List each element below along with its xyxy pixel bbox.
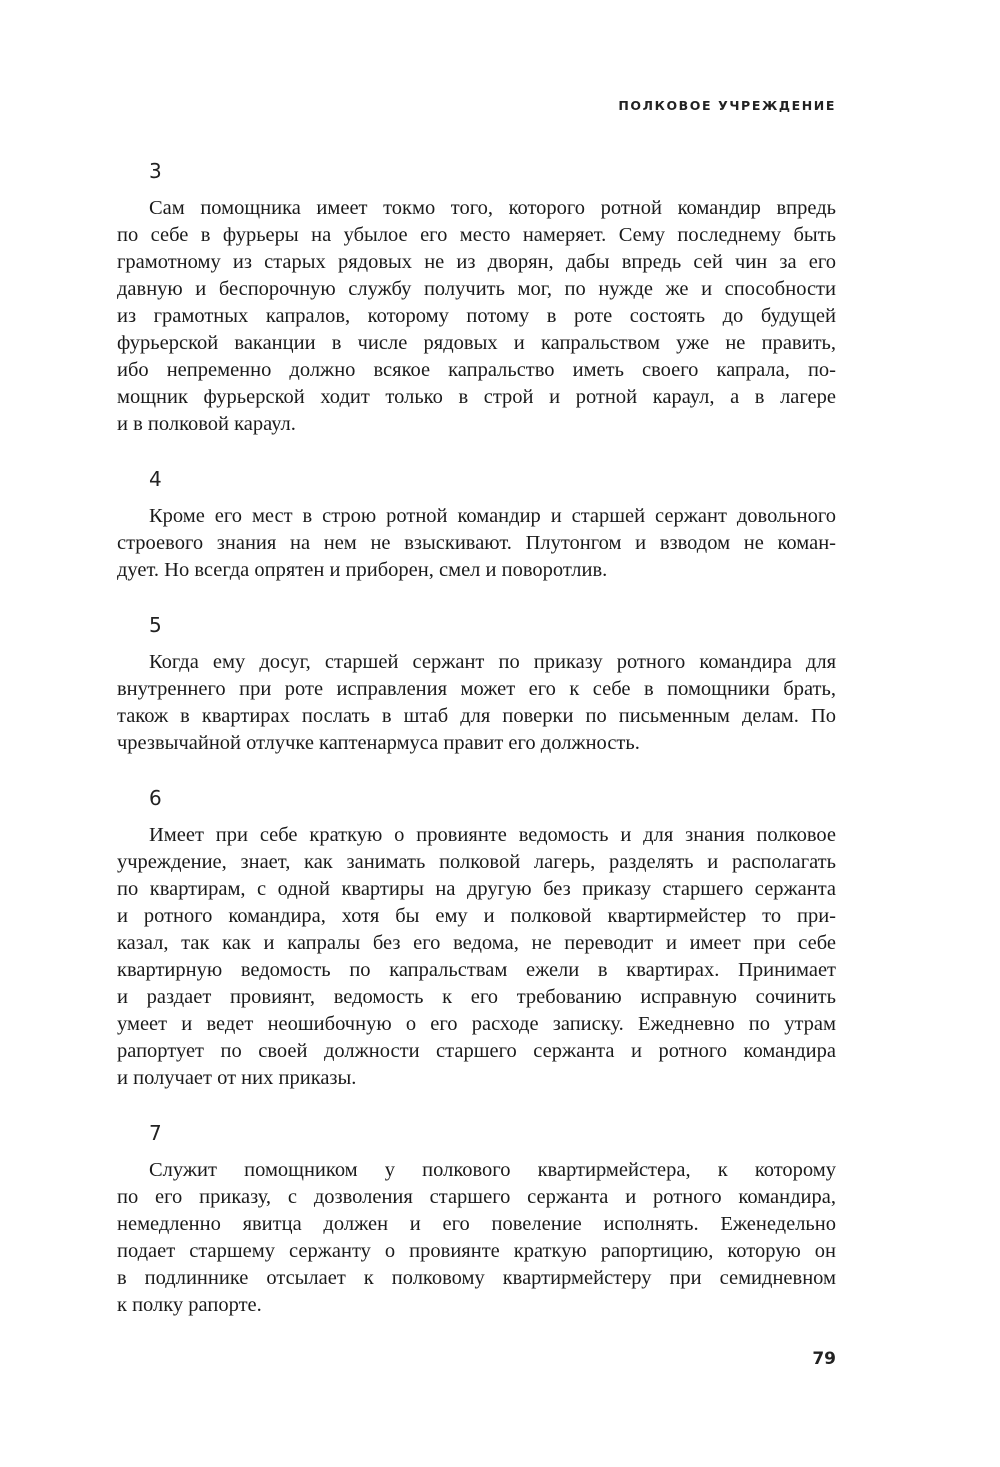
article-section: [117, 158, 836, 438]
text-line: рапортует по своей должности старшего сержанта и ротного командира: [117, 1040, 836, 1062]
text-line: Сам помощника имеет токмо того, которого ротной командир впредь: [149, 197, 836, 219]
text-line: и раздает провиянт, ведомость к его требованию исправную сочинить: [117, 986, 836, 1008]
text-line: по его приказу, с дозволения старшего сержанта и ротного командира,: [117, 1186, 836, 1208]
text-line: Имеет при себе краткую о провиянте ведомость и для знания полковое: [149, 824, 836, 846]
text-line: грамотному из старых рядовых не из дворян, дабы впредь сей чин за его: [117, 251, 836, 273]
paragraph: [117, 649, 836, 757]
article-section: [117, 785, 836, 1092]
page-body: [117, 158, 836, 1319]
article-number: 6: [149, 786, 162, 810]
text-line: и получает от них приказы.: [117, 1067, 357, 1089]
text-line: квартирную ведомость по капральствам ежели в квартирах. Принимает: [117, 959, 836, 981]
text-line: мощник фурьерской ходит только в строй и ротной караул, а в лагере: [117, 386, 836, 408]
text-line: Кроме его мест в строю ротной командир и старшей сержант довольного: [149, 505, 836, 527]
text-line: в подлиннике отсылает к полковому квартирмейстеру при семидневном: [117, 1267, 836, 1289]
text-line: и ротного командира, хотя бы ему и полковой квартирмейстер то при-: [117, 905, 836, 927]
text-line: чрезвычайной отлучке каптенармуса правит его должность.: [117, 732, 640, 754]
article-number: 4: [149, 467, 162, 491]
article-section: [117, 1120, 836, 1319]
running-head: ПОЛКОВОЕ УЧРЕЖДЕНИЕ: [618, 98, 836, 113]
text-line: учреждение, знает, как занимать полковой лагерь, разделять и располагать: [117, 851, 836, 873]
paragraph: [117, 822, 836, 1092]
paragraph: [117, 1157, 836, 1319]
text-line: давную и беспорочную службу получить мог, по нужде же и способности: [117, 278, 836, 300]
paragraph: [117, 195, 836, 438]
text-line: внутреннего при роте исправления может его к себе в помощники брать,: [117, 678, 836, 700]
paragraph: [117, 503, 836, 584]
article-number: 3: [149, 159, 162, 183]
text-line: строевого знания на нем не взыскивают. Плутонгом и взводом не коман-: [117, 532, 836, 554]
article-number: 5: [149, 613, 162, 637]
text-line: из грамотных капралов, которому потому в роте состоять до будущей: [117, 305, 836, 327]
text-line: також в квартирах послать в штаб для поверки по письменным делам. По: [117, 705, 836, 727]
text-line: немедленно явитца должен и его повеление исполнять. Еженедельно: [117, 1213, 836, 1235]
text-line: Служит помощником у полкового квартирмейстера, к которому: [149, 1159, 836, 1181]
article-number: 7: [149, 1121, 162, 1145]
page-number: 79: [812, 1349, 836, 1369]
text-line: подает старшему сержанту о провиянте краткую рапортицию, которую он: [117, 1240, 836, 1262]
text-line: фурьерской ваканции в числе рядовых и капральством уже не править,: [117, 332, 836, 354]
article-section: [117, 466, 836, 584]
text-line: Когда ему досуг, старшей сержант по приказу ротного командира для: [149, 651, 836, 673]
text-line: к полку рапорте.: [117, 1294, 262, 1316]
text-line: по себе в фурьеры на убылое его место намеряет. Сему последнему быть: [117, 224, 836, 246]
text-line: дует. Но всегда опрятен и приборен, смел и поворотлив.: [117, 559, 608, 581]
article-section: [117, 612, 836, 757]
text-line: по квартирам, с одной квартиры на другую без приказу старшего сержанта: [117, 878, 836, 900]
text-line: и в полковой караул.: [117, 413, 296, 435]
text-line: ибо непременно должно всякое капральство иметь своего капрала, по-: [117, 359, 836, 381]
text-line: умеет и ведет неошибочную о его расходе записку. Ежедневно по утрам: [117, 1013, 836, 1035]
text-line: казал, так как и капралы без его ведома, не переводит и имеет при себе: [117, 932, 836, 954]
